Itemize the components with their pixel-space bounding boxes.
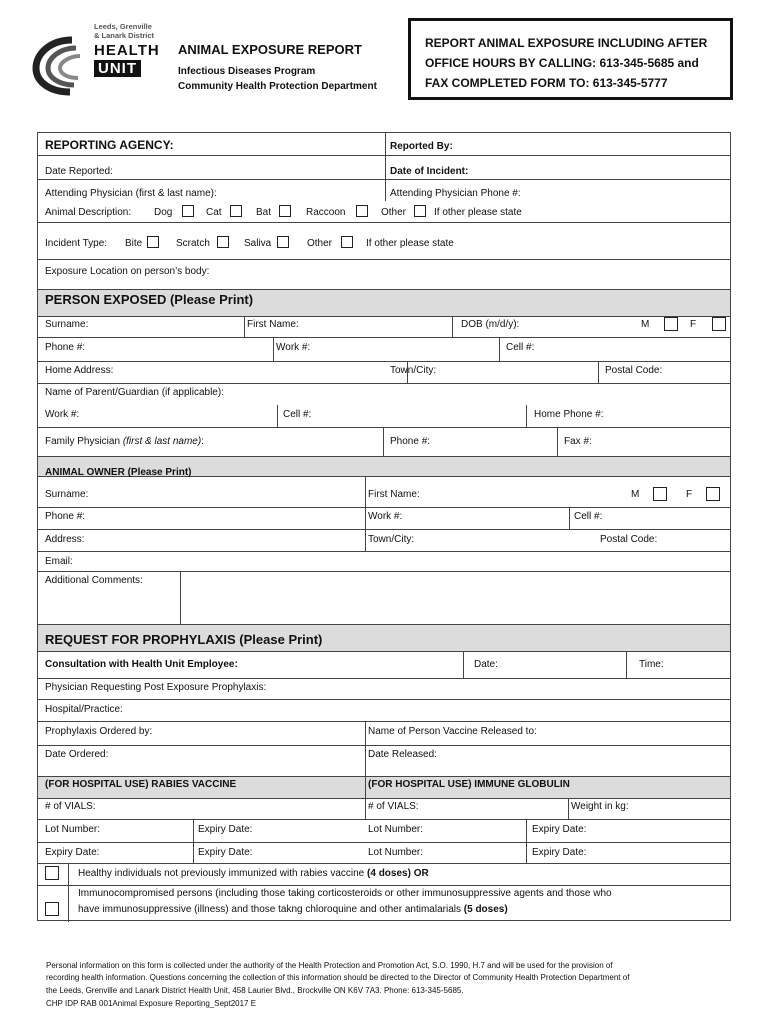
- rabies-vaccine-heading: (FOR HOSPITAL USE) RABIES VACCINE: [45, 779, 237, 790]
- person-male-label: M: [641, 319, 650, 330]
- globulin-expiry-label: Expiry Date:: [532, 824, 587, 835]
- report-instructions-box: [408, 18, 733, 100]
- family-physician-label: Family Physician (first & last name):: [45, 436, 204, 447]
- logo-text-lanark: & Lanark District: [94, 31, 155, 40]
- bat-checkbox[interactable]: [279, 205, 291, 217]
- consultation-label: Consultation with Health Unit Employee:: [45, 659, 238, 670]
- health-unit-logo: [32, 22, 167, 92]
- other-animal-checkbox[interactable]: [414, 205, 426, 217]
- physician-phone-label: Attending Physician Phone #:: [390, 188, 521, 199]
- footer-form-code: CHP IDP RAB 001Animal Exposure Reporting_Sept2017 E: [46, 999, 257, 1008]
- globulin-lot-2-label: Lot Number:: [368, 847, 424, 858]
- other-incident-label: Other: [307, 238, 333, 249]
- immunocompromised-label-1: Immunocompromised persons (including those taking corticosteroids or other immunosuppressive agents and those who: [78, 888, 612, 899]
- person-female-label: F: [690, 319, 697, 330]
- person-postal-label: Postal Code:: [605, 365, 663, 376]
- saliva-label: Saliva: [244, 238, 272, 249]
- owner-address-label: Address:: [45, 534, 85, 545]
- prophylaxis-heading: REQUEST FOR PROPHYLAXIS (Please Print): [45, 632, 323, 647]
- healthy-individuals-label: Healthy individuals not previously immunized with rabies vaccine (4 doses) OR: [78, 868, 429, 879]
- immunocompromised-checkbox[interactable]: [45, 902, 59, 916]
- form-title: ANIMAL EXPOSURE REPORT: [178, 42, 362, 57]
- home-address-label: Home Address:: [45, 365, 114, 376]
- person-dob-label: DOB (m/d/y):: [461, 319, 520, 330]
- physician-requesting-label: Physician Requesting Post Exposure Prophylaxis:: [45, 682, 267, 693]
- person-cell-label: Cell #:: [506, 342, 535, 353]
- owner-surname-label: Surname:: [45, 489, 89, 500]
- weight-label: Weight in kg:: [571, 801, 629, 812]
- date-released-label: Date Released:: [368, 749, 437, 760]
- incident-type-label: Incident Type:: [45, 238, 108, 249]
- vaccine-lot-label: Lot Number:: [45, 824, 101, 835]
- owner-female-checkbox[interactable]: [706, 487, 720, 501]
- cat-label: Cat: [206, 207, 222, 218]
- owner-town-label: Town/City:: [368, 534, 415, 545]
- animal-description-label: Animal Description:: [45, 207, 132, 218]
- person-first-name-label: First Name:: [247, 319, 299, 330]
- owner-phone-label: Phone #:: [45, 511, 86, 522]
- person-town-label: Town/City:: [390, 365, 437, 376]
- reporting-agency-label: REPORTING AGENCY:: [45, 138, 174, 152]
- globulin-lot-label: Lot Number:: [368, 824, 424, 835]
- other-animal-state-label: If other please state: [434, 207, 522, 218]
- healthy-individuals-checkbox[interactable]: [45, 866, 59, 880]
- owner-email-label: Email:: [45, 556, 73, 567]
- globulin-vials-label: # of VIALS:: [368, 801, 419, 812]
- consult-date-label: Date:: [474, 659, 498, 670]
- date-ordered-label: Date Ordered:: [45, 749, 109, 760]
- vaccine-expiry-label: Expiry Date:: [198, 824, 253, 835]
- guardian-label: Name of Parent/Guardian (if applicable):: [45, 387, 224, 398]
- logo-text-leeds: Leeds, Grenville: [94, 22, 152, 31]
- program-name: Infectious Diseases Program: [178, 66, 316, 77]
- exposure-location-label: Exposure Location on person’s body:: [45, 266, 210, 277]
- footer-privacy-line-1: Personal information on this form is collected under the authority of the Health Protection and Promotion Act, S.O. 1990, H.7 and will be used for the provision of: [46, 961, 613, 970]
- reported-by-label: Reported By:: [390, 141, 453, 152]
- guardian-work-label: Work #:: [45, 409, 80, 420]
- person-work-label: Work #:: [276, 342, 311, 353]
- instructions-line-3: FAX COMPLETED FORM TO: 613-345-5777: [425, 76, 668, 90]
- date-of-incident-label: Date of Incident:: [390, 166, 469, 177]
- vaccine-vials-label: # of VIALS:: [45, 801, 96, 812]
- instructions-line-1: REPORT ANIMAL EXPOSURE INCLUDING AFTER: [425, 36, 708, 50]
- raccoon-checkbox[interactable]: [356, 205, 368, 217]
- cat-checkbox[interactable]: [230, 205, 242, 217]
- attending-physician-label: Attending Physician (first & last name):: [45, 188, 217, 199]
- logo-swoosh-icon: [32, 32, 102, 102]
- scratch-label: Scratch: [176, 238, 210, 249]
- owner-cell-label: Cell #:: [574, 511, 603, 522]
- person-female-checkbox[interactable]: [712, 317, 726, 331]
- person-exposed-heading: PERSON EXPOSED (Please Print): [45, 292, 254, 307]
- saliva-checkbox[interactable]: [277, 236, 289, 248]
- ordered-by-label: Prophylaxis Ordered by:: [45, 726, 153, 737]
- home-phone-label: Home Phone #:: [534, 409, 604, 420]
- person-surname-label: Surname:: [45, 319, 89, 330]
- owner-male-label: M: [631, 489, 640, 500]
- bite-checkbox[interactable]: [147, 236, 159, 248]
- hospital-practice-label: Hospital/Practice:: [45, 704, 123, 715]
- logo-text-unit: UNIT: [94, 60, 141, 77]
- dog-label: Dog: [154, 207, 173, 218]
- date-reported-label: Date Reported:: [45, 166, 113, 177]
- family-physician-fax-label: Fax #:: [564, 436, 592, 447]
- vaccine-expiry-2-label: Expiry Date:: [45, 847, 100, 858]
- owner-postal-label: Postal Code:: [600, 534, 658, 545]
- scratch-checkbox[interactable]: [217, 236, 229, 248]
- footer-privacy-line-3: the Leeds, Grenville and Lanark District Health Unit, 458 Laurier Blvd., Brockville ON K6V 7A3. Phone: 613-345-5685.: [46, 986, 464, 995]
- immunocompromised-label-2: have immunosuppressive (illness) and those takng chloroquine and other antimalarials (5 doses): [78, 904, 508, 915]
- immune-globulin-heading: (FOR HOSPITAL USE) IMMUNE GLOBULIN: [368, 779, 570, 790]
- animal-owner-heading: ANIMAL OWNER (Please Print): [45, 467, 192, 478]
- additional-comments-label: Additional Comments:: [45, 575, 143, 586]
- bat-label: Bat: [256, 207, 272, 218]
- owner-male-checkbox[interactable]: [653, 487, 667, 501]
- other-animal-label: Other: [381, 207, 407, 218]
- vaccine-expiry-3-label: Expiry Date:: [198, 847, 253, 858]
- owner-first-name-label: First Name:: [368, 489, 420, 500]
- footer-privacy-line-2: recording health information. Questions concerning the collection of this information should be directed to the Director of Community Health Protection Department of: [46, 973, 630, 982]
- instructions-line-2: OFFICE HOURS BY CALLING: 613-345-5685 and: [425, 56, 699, 70]
- logo-text-health: HEALTH: [94, 42, 160, 59]
- raccoon-label: Raccoon: [306, 207, 346, 218]
- owner-work-label: Work #:: [368, 511, 403, 522]
- department-name: Community Health Protection Department: [178, 81, 377, 92]
- globulin-expiry-2-label: Expiry Date:: [532, 847, 587, 858]
- bite-label: Bite: [125, 238, 143, 249]
- other-incident-state-label: If other please state: [366, 238, 454, 249]
- released-to-label: Name of Person Vaccine Released to:: [368, 726, 537, 737]
- person-phone-label: Phone #:: [45, 342, 86, 353]
- guardian-cell-label: Cell #:: [283, 409, 312, 420]
- owner-female-label: F: [686, 489, 693, 500]
- family-physician-phone-label: Phone #:: [390, 436, 431, 447]
- dog-checkbox[interactable]: [182, 205, 194, 217]
- person-male-checkbox[interactable]: [664, 317, 678, 331]
- consult-time-label: Time:: [639, 659, 664, 670]
- other-incident-checkbox[interactable]: [341, 236, 353, 248]
